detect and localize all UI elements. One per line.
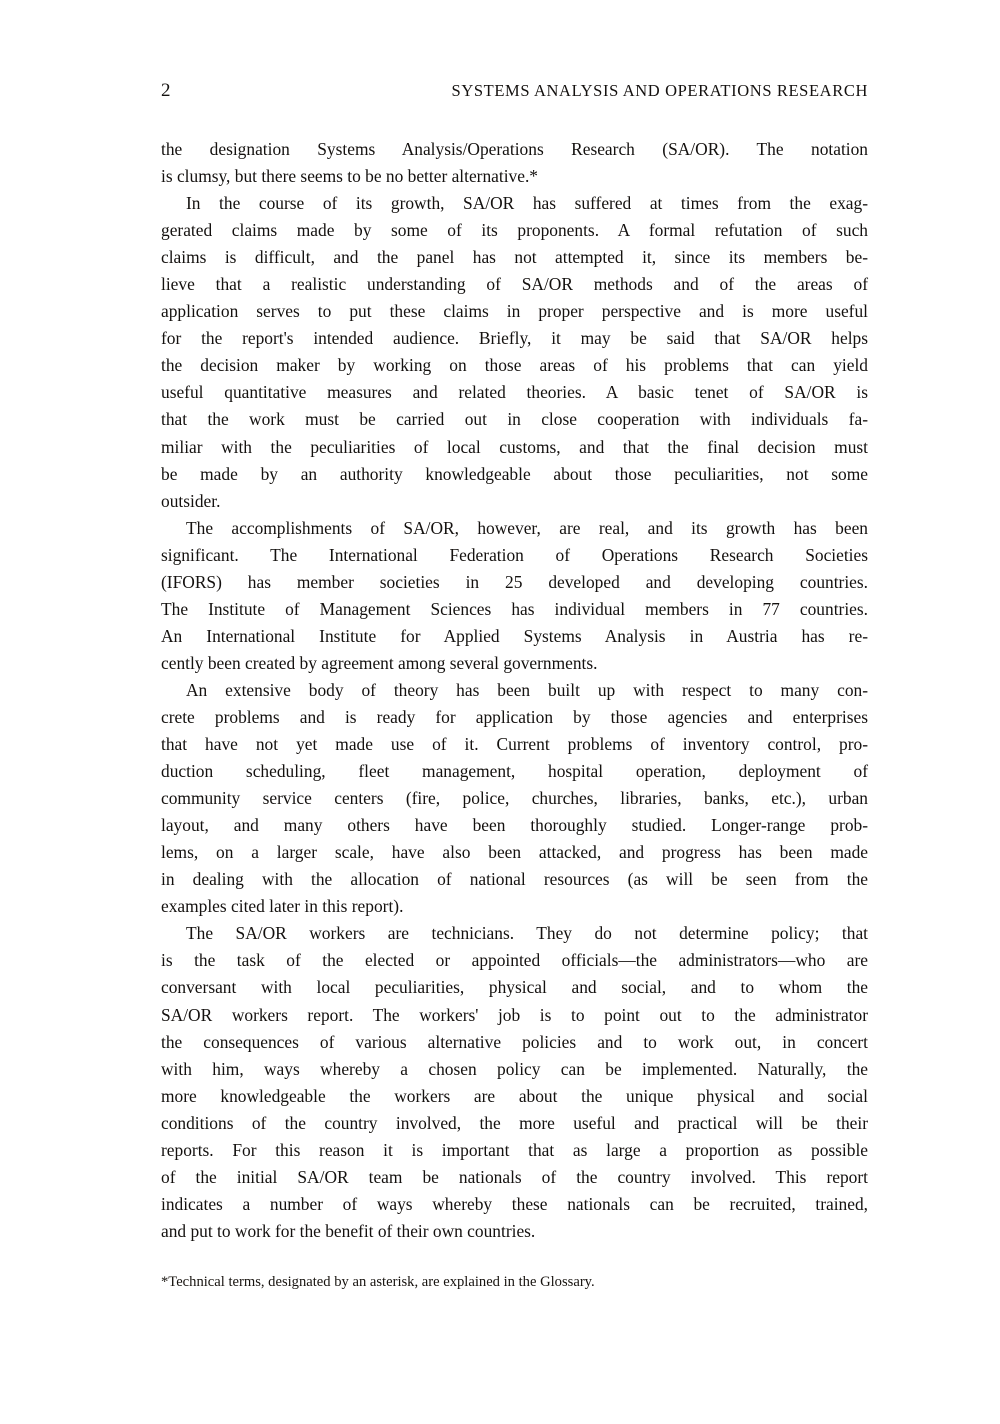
text-line: crete problems and is ready for application by those agencies and enterprises xyxy=(161,706,868,727)
text-line: duction scheduling, fleet management, hospital operation, deployment of xyxy=(161,761,868,782)
text-line: (IFORS) has member societies in 25 developed and developing countries. xyxy=(161,571,868,592)
text-line: and put to work for the benefit of their own countries. xyxy=(161,1220,536,1241)
text-line: the consequences of various alternative policies and to work out, in concert xyxy=(161,1031,868,1052)
paragraph xyxy=(161,677,868,920)
text-line: that the work must be carried out in close cooperation with individuals fa- xyxy=(161,409,868,430)
body-text-column xyxy=(161,136,868,1245)
running-head xyxy=(161,80,868,106)
paragraph xyxy=(161,190,868,515)
text-line: An International Institute for Applied Systems Analysis in Austria has re- xyxy=(161,625,868,646)
text-line: conditions of the country involved, the more useful and practical will be their xyxy=(161,1112,868,1133)
text-line: layout, and many others have been thoroughly studied. Longer-range prob- xyxy=(161,815,868,836)
page-number: 2 xyxy=(161,80,171,101)
text-line: outsider. xyxy=(161,490,221,511)
text-line: lems, on a larger scale, have also been attacked, and progress has been made xyxy=(161,842,868,863)
text-line: application serves to put these claims in proper perspective and is more useful xyxy=(161,301,868,322)
text-line: with him, ways whereby a chosen policy can be implemented. Naturally, the xyxy=(161,1058,868,1079)
text-line: community service centers (fire, police, churches, libraries, banks, etc.), urban xyxy=(161,788,868,809)
text-line: The SA/OR workers are technicians. They do not determine policy; that xyxy=(186,923,868,944)
text-line: lieve that a realistic understanding of SA/OR methods and of the areas of xyxy=(161,274,868,295)
text-line: is the task of the elected or appointed officials—the administrators—who are xyxy=(161,950,868,971)
text-line: the decision maker by working on those areas of his problems that can yield xyxy=(161,355,868,376)
text-line: In the course of its growth, SA/OR has suffered at times from the exag- xyxy=(186,193,868,214)
text-line: miliar with the peculiarities of local customs, and that the final decision must xyxy=(161,436,868,457)
paragraph xyxy=(161,515,868,677)
text-line: cently been created by agreement among several governments. xyxy=(161,652,598,673)
text-line: The Institute of Management Sciences has individual members in 77 countries. xyxy=(161,598,868,619)
paragraph xyxy=(161,136,868,190)
text-line: of the initial SA/OR team be nationals of the country involved. This report xyxy=(161,1166,868,1187)
text-line: reports. For this reason it is important that as large a proportion as possible xyxy=(161,1139,868,1160)
text-line: The accomplishments of SA/OR, however, are real, and its growth has been xyxy=(186,517,868,538)
text-line: that have not yet made use of it. Current problems of inventory control, pro- xyxy=(161,734,868,755)
text-line: in dealing with the allocation of national resources (as will be seen from the xyxy=(161,869,868,890)
text-line: gerated claims made by some of its proponents. A formal refutation of such xyxy=(161,220,868,241)
text-line: claims is difficult, and the panel has not attempted it, since its members be- xyxy=(161,247,868,268)
text-line: SA/OR workers report. The workers' job is to point out to the administrator xyxy=(161,1004,868,1025)
text-line: useful quantitative measures and related theories. A basic tenet of SA/OR is xyxy=(161,382,868,403)
text-line: the designation Systems Analysis/Operations Research (SA/OR). The notation xyxy=(161,139,868,159)
text-line: An extensive body of theory has been built up with respect to many con- xyxy=(186,679,868,700)
running-head-title: SYSTEMS ANALYSIS AND OPERATIONS RESEARCH xyxy=(451,81,868,100)
paragraph xyxy=(161,920,868,1245)
footnote: *Technical terms, designated by an asterisk, are explained in the Glossary. xyxy=(161,1274,595,1290)
text-line: conversant with local peculiarities, physical and social, and to whom the xyxy=(161,977,868,998)
text-line: be made by an authority knowledgeable about those peculiarities, not some xyxy=(161,463,868,484)
text-line: for the report's intended audience. Briefly, it may be said that SA/OR helps xyxy=(161,328,868,349)
text-line: significant. The International Federation of Operations Research Societies xyxy=(161,544,868,565)
text-line: is clumsy, but there seems to be no better alternative.* xyxy=(161,166,539,187)
text-line: more knowledgeable the workers are about the unique physical and social xyxy=(161,1085,868,1106)
text-line: indicates a number of ways whereby these nationals can be recruited, trained, xyxy=(161,1193,868,1214)
text-line: examples cited later in this report). xyxy=(161,896,404,917)
